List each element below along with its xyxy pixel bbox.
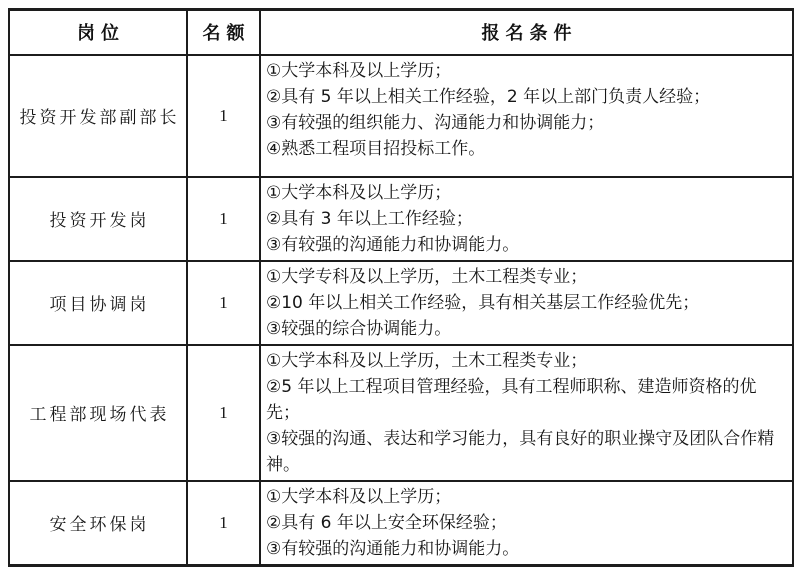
quota-cell: 1 [187, 177, 260, 261]
condition-line: ④熟悉工程项目招投标工作。 [266, 138, 486, 159]
table-row [9, 481, 793, 566]
condition-line: ②5 年以上工程项目管理经验，具有工程师职称、建造师资格的优先； [266, 376, 757, 423]
table-header-row [9, 10, 793, 55]
conditions-cell [260, 345, 793, 481]
condition-line: ③较强的综合协调能力。 [266, 318, 452, 339]
quota-cell: 1 [187, 481, 260, 566]
condition-line: ①大学本科及以上学历； [266, 182, 452, 203]
condition-line: ①大学本科及以上学历； [266, 60, 452, 81]
condition-line: ②具有 5 年以上相关工作经验，2 年以上部门负责人经验； [266, 86, 711, 107]
conditions-cell [260, 261, 793, 345]
condition-line: ③较强的沟通、表达和学习能力，具有良好的职业操守及团队合作精神。 [266, 428, 775, 475]
condition-line: ①大学本科及以上学历； [266, 486, 452, 507]
header-conditions: 报名条件 [260, 10, 793, 55]
condition-line: ③有较强的组织能力、沟通能力和协调能力； [266, 112, 605, 133]
condition-line: ②具有 3 年以上工作经验； [266, 208, 473, 229]
condition-line: ②10 年以上相关工作经验，具有相关基层工作经验优先； [266, 292, 700, 313]
table-row [9, 345, 793, 481]
position-cell: 项目协调岗 [9, 261, 187, 345]
table-row [9, 261, 793, 345]
header-quota: 名额 [187, 10, 260, 55]
position-cell: 工程部现场代表 [9, 345, 187, 481]
quota-cell: 1 [187, 345, 260, 481]
condition-line: ①大学专科及以上学历，土木工程类专业； [266, 266, 588, 287]
header-position: 岗位 [9, 10, 187, 55]
position-cell: 安全环保岗 [9, 481, 187, 566]
conditions-cell [260, 55, 793, 177]
condition-line: ③有较强的沟通能力和协调能力。 [266, 538, 520, 559]
table-row [9, 177, 793, 261]
table-row [9, 55, 793, 177]
conditions-cell [260, 481, 793, 566]
condition-line: ①大学本科及以上学历，土木工程类专业； [266, 350, 588, 371]
position-cell: 投资开发部副部长 [9, 55, 187, 177]
job-recruitment-table [8, 8, 794, 567]
conditions-cell [260, 177, 793, 261]
position-cell: 投资开发岗 [9, 177, 187, 261]
condition-line: ②具有 6 年以上安全环保经验； [266, 512, 507, 533]
quota-cell: 1 [187, 261, 260, 345]
condition-line: ③有较强的沟通能力和协调能力。 [266, 234, 520, 255]
quota-cell: 1 [187, 55, 260, 177]
